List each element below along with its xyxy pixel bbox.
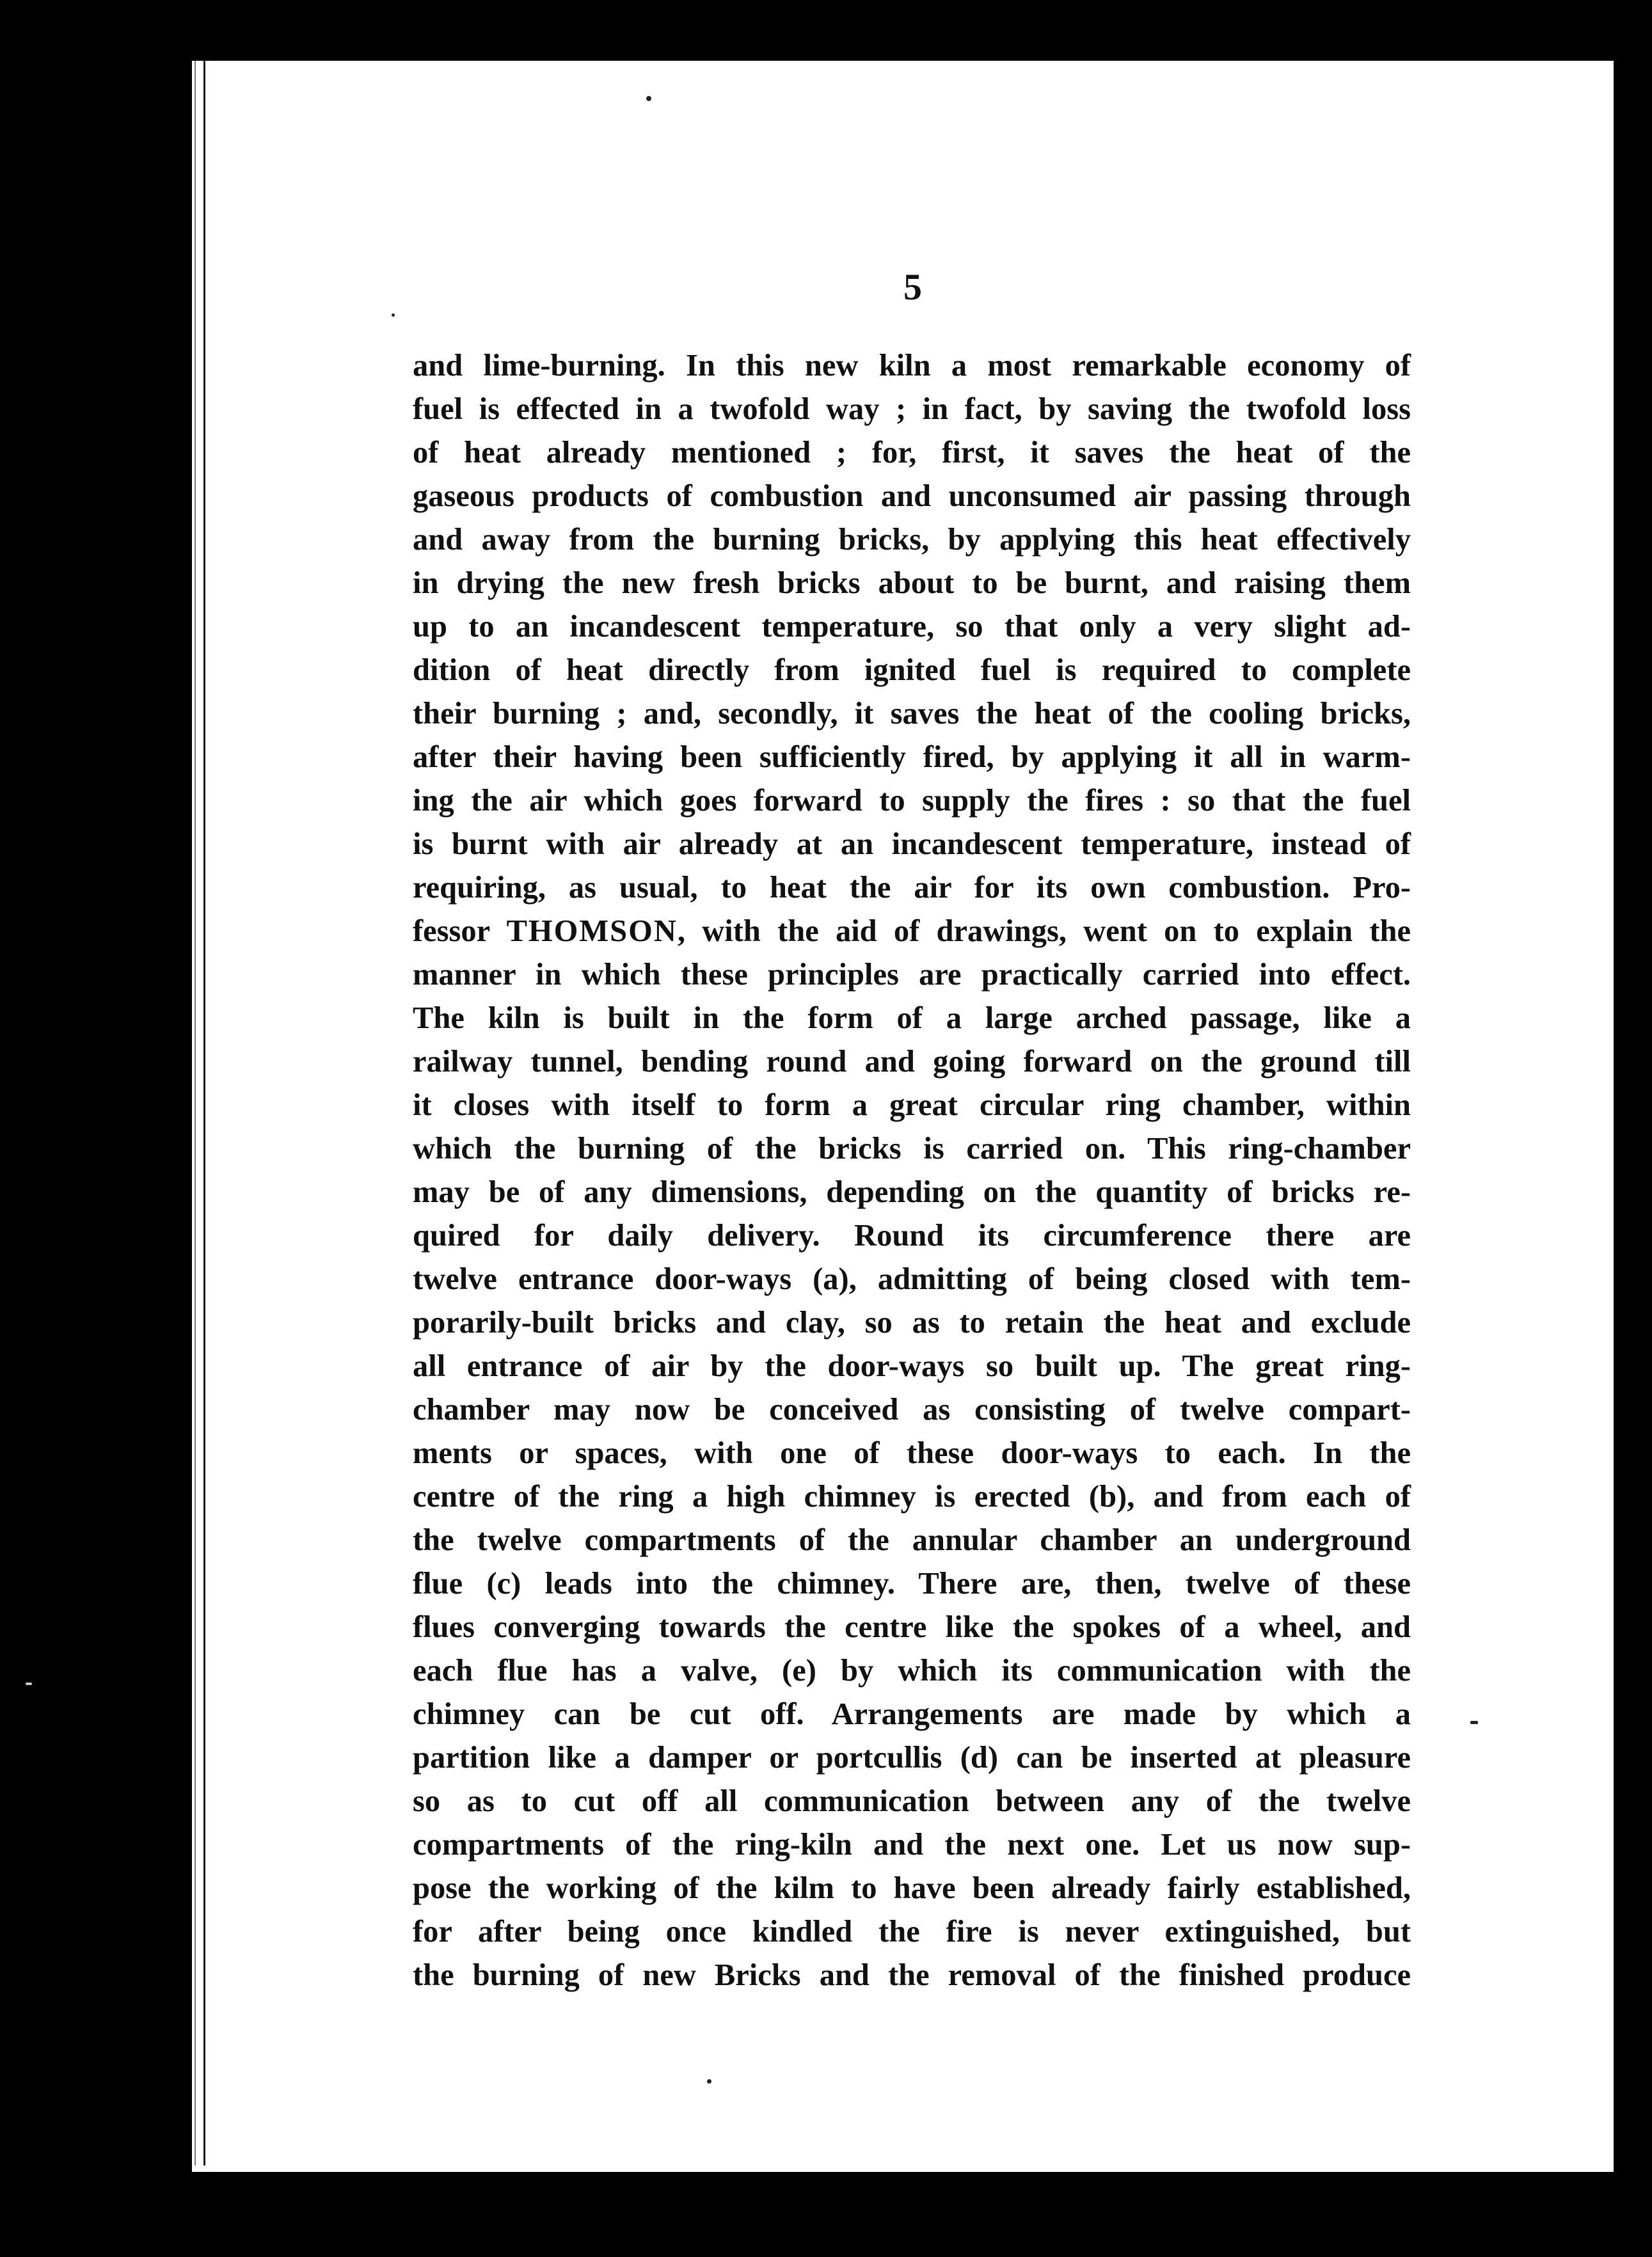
text-line: which the burning of the bricks is carried on. This ring-chamber [413, 1132, 1411, 1166]
text-line: partition like a damper or portcullis (d) can be inserted at pleasure [413, 1741, 1411, 1775]
text-line: flue (c) leads into the chimney. There are, then, twelve of these [413, 1567, 1411, 1601]
text-line: up to an incandescent temperature, so that only a very slight ad- [413, 610, 1411, 644]
text-line: each flue has a valve, (e) by which its communication with the [413, 1654, 1411, 1688]
text-line: ments or spaces, with one of these door-ways to each. In the [413, 1436, 1411, 1470]
text-line: pose the working of the kilm to have been already fairly established, [413, 1871, 1411, 1905]
text-line: The kiln is built in the form of a large arched passage, like a [413, 1001, 1411, 1035]
text-line: manner in which these principles are practically carried into effect. [413, 958, 1411, 992]
text-line: compartments of the ring-kiln and the next one. Let us now sup- [413, 1828, 1411, 1862]
text-line: fuel is effected in a twofold way ; in fact, by saving the twofold loss [413, 392, 1411, 426]
text-line: porarily-built bricks and clay, so as to retain the heat and exclude [413, 1306, 1411, 1340]
text-line: so as to cut off all communication between any of the twelve [413, 1784, 1411, 1818]
scan-speck [392, 313, 395, 317]
scan-speck [26, 1683, 32, 1685]
text-line: is burnt with air already at an incandescent temperature, instead of [413, 827, 1411, 861]
text-line: after their having been sufficiently fired, by applying it all in warm- [413, 740, 1411, 774]
page-number: 5 [903, 266, 922, 308]
text-line: the burning of new Bricks and the removal of the finished produce [413, 1958, 1411, 1992]
page-edge-line [195, 61, 196, 2166]
text-line: for after being once kindled the fire is never extinguished, but [413, 1915, 1411, 1949]
text-line: centre of the ring a high chimney is erected (b), and from each of [413, 1480, 1411, 1514]
text-line: of heat already mentioned ; for, first, it saves the heat of the [413, 436, 1411, 470]
text-line: it closes with itself to form a great circular ring chamber, within [413, 1088, 1411, 1122]
text-line: requiring, as usual, to heat the air for its own combustion. Pro- [413, 871, 1411, 905]
text-line: and lime-burning. In this new kiln a most remarkable economy of [413, 349, 1411, 383]
text-line: chamber may now be conceived as consisting of twelve compart- [413, 1393, 1411, 1427]
scan-speck [646, 96, 651, 101]
body-text [413, 344, 1411, 1997]
text-line-with-name [413, 910, 1411, 953]
text-line: all entrance of air by the door-ways so built up. The great ring- [413, 1349, 1411, 1383]
scan-speck [1470, 1721, 1478, 1724]
scan-speck [707, 2079, 711, 2084]
text-fragment: fessor [413, 914, 490, 948]
text-line: railway tunnel, bending round and going forward on the ground till [413, 1045, 1411, 1079]
text-line: the twelve compartments of the annular chamber an underground [413, 1523, 1411, 1557]
text-line: chimney can be cut off. Arrangements are made by which a [413, 1697, 1411, 1731]
text-line: dition of heat directly from ignited fuel is required to complete [413, 653, 1411, 687]
text-line: twelve entrance door-ways (a), admitting of being closed with tem- [413, 1262, 1411, 1296]
text-line: ing the air which goes forward to supply the fires : so that the fuel [413, 784, 1411, 818]
text-line: quired for daily delivery. Round its circumference there are [413, 1219, 1411, 1253]
text-line: gaseous products of combustion and unconsumed air passing through [413, 479, 1411, 513]
text-line: their burning ; and, secondly, it saves the heat of the cooling bricks, [413, 697, 1411, 731]
text-line: and away from the burning bricks, by applying this heat effectively [413, 523, 1411, 557]
text-line: flues converging towards the centre like the spokes of a wheel, and [413, 1610, 1411, 1644]
text-fragment: , with the aid of drawings, went on to explain the [677, 914, 1411, 948]
text-line: may be of any dimensions, depending on the quantity of bricks re- [413, 1175, 1411, 1209]
name-smallcaps: THOMSON [506, 914, 678, 948]
text-line: in drying the new fresh bricks about to be burnt, and raising them [413, 566, 1411, 600]
binding-edge-line [203, 61, 205, 2166]
